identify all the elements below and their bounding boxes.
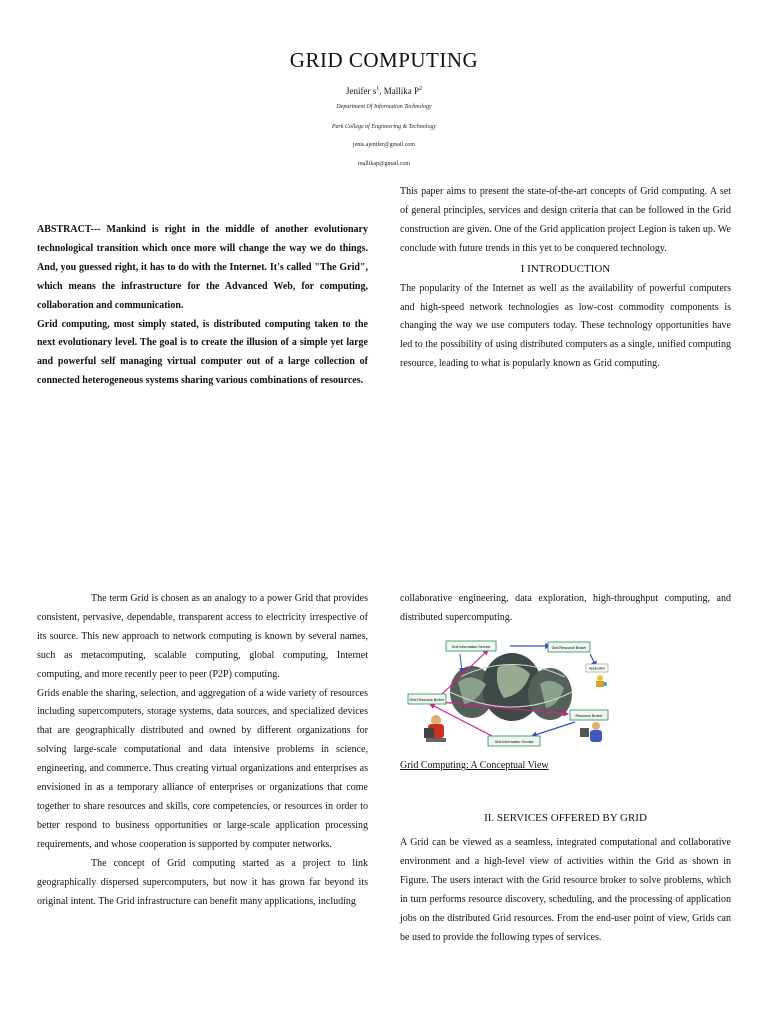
paper-title: GRID COMPUTING [289,48,479,72]
user-right-icon [580,722,602,742]
grid-term-paragraph: The term Grid is chosen as an analogy to a power Grid that provides consistent, pervasive, dependable, transparent access to electricity irrespective of its source. This new approach to network computing is known by several names, such as metacomputing, scalable computing, global computing, Internet computing, and more recently peer to peer (P2P) computing. [37,593,368,680]
author-2: Mallika P [383,86,419,96]
right-top-column [400,183,731,374]
college: Park College of Engineering & Technology [331,124,437,130]
aims-paragraph: This paper aims to present the state-of-the-art concepts of Grid computing. A set of general principles, services and design criteria that can be followed in the Grid construction are given. One of the Grid application project Legion is taken up. We conclude with future trends in this yet to be conquered technology. [400,186,731,254]
department: Department Of Information Technology [336,104,432,110]
globe-cluster [450,653,572,721]
broker-top-box [548,642,590,652]
info-service-bottom-box [488,736,540,746]
application-label: Application [588,666,606,671]
abstract-column [37,221,368,391]
services-paragraph: A Grid can be viewed as a seamless, integrated computational and collaborative environment and a high-level view of activities within the Grid as shown in Figure. The users interact with the Grid resource broker to solve problems, which in turn performs resource discovery, scheduling, and the processing of application jobs on the distributed Grid resources. From the end-user point of view, Grids can be used to provide the following types of services. [400,837,731,943]
introduction-paragraph: The popularity of the Internet as well as the availability of powerful computers and high-speed network technologies as low-cost commodity components is changing the way we use computers today. These technology opportunities have led to the possibility of using distributed computers as a single, unified computing resource, leading to what is popularly known as Grid computing. [400,282,731,370]
grid-concept-paragraph: The concept of Grid computing started as a project to link geographically dispersed supercomputers, but now it has grown far beyond its original intent. The Grid infrastructure can benefit many applications, including [37,857,368,907]
right-bottom-top [400,590,731,628]
author-2-mark: 2 [419,86,422,92]
email-2: mallikap@gmail.com [357,161,410,167]
person-icon-top-right [596,675,607,687]
user-left-icon [424,715,446,742]
author-separator: , [379,86,384,96]
broker-right-box [570,710,608,720]
left-bottom-column [37,590,368,911]
grid-diagram [400,632,612,752]
author-1: Jenifer s [346,86,377,96]
info-service-top-box [446,641,496,651]
email-1: jenis.ajenifer@gmail.com [352,142,416,148]
info-service-bottom-label: Grid Information Service [494,740,534,744]
broker-right-label: Resource Broker [575,714,603,718]
broker-left-label: Grid Resource Broker [409,698,445,702]
author-1-mark: 1 [376,86,380,92]
info-service-top-label: Grid Information Service [451,645,491,649]
services-heading: II. SERVICES OFFERED BY GRID [484,812,647,824]
author-line [0,86,768,96]
services-section [400,810,731,947]
abstract-paragraph-1: ABSTRACT--- Mankind is right in the middle of another evolutionary technological transition which once more will change the way we do things. And, you guessed right, it has to do with the Internet. It's called "The Grid", which means the infrastructure for the Advanced Web, for computing, collaboration and communication. [37,224,368,311]
broker-left-box [408,694,446,704]
introduction-heading: I INTRODUCTION [520,262,611,275]
figure-caption: Grid Computing: A Conceptual View [400,760,549,771]
abstract-paragraph-2: Grid computing, most simply stated, is distributed computing taken to the next evolutionary level. The goal is to create the illusion of a simple yet large and powerful self managing virtual computer out of a large collection of connected heterogeneous systems sharing various combinations of resources. [37,318,368,387]
broker-top-label: Grid Resource Broker [551,646,587,650]
grids-enable-paragraph: Grids enable the sharing, selection, and aggregation of a wide variety of resources including supercomputers, storage systems, data sources, and specialized devices that are geographically distributed and owned by different organizations for solving large-scale computational and data intensive problems in science, engineering, and commerce. Thus creating virtual organizations and enterprises as envisioned in as a temporary alliance of enterprises or organizations that come together to share resources and skills, core competencies, or resources in order to better respond to business opportunities or large-scale application processing requirements, and whose cooperation is supported by computer networks. [37,687,368,850]
application-box [586,664,608,672]
applications-paragraph: collaborative engineering, data exploration, high-throughput computing, and distributed supercomputing. [400,593,731,623]
grid-conceptual-figure [400,632,612,752]
